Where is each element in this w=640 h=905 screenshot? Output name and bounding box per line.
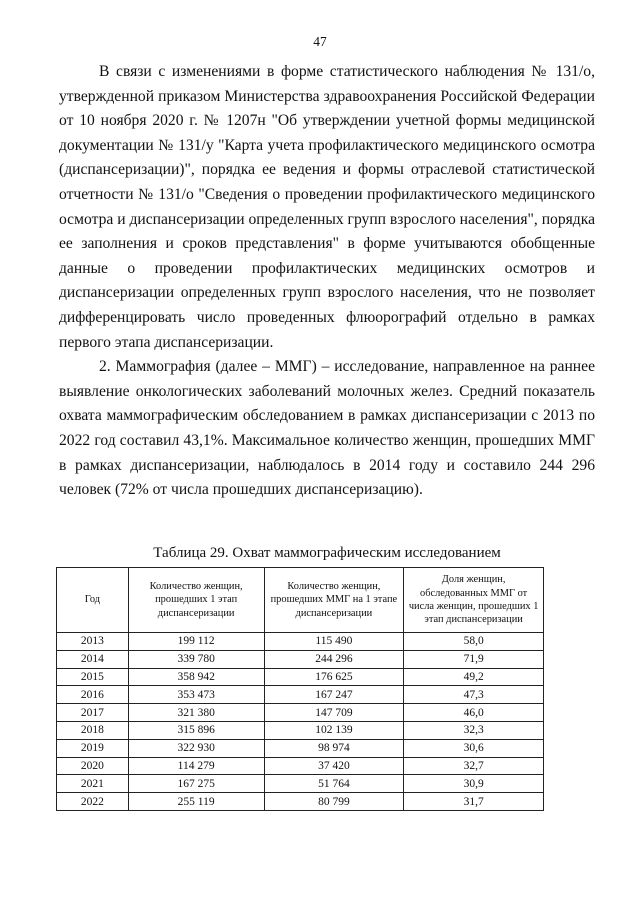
cell-women-mmg: 244 296 [264,650,404,668]
table-body [57,633,544,811]
cell-year: 2022 [57,793,129,811]
cell-women-dispanserization: 321 380 [128,704,264,722]
cell-women-mmg: 51 764 [264,775,404,793]
cell-women-mmg: 147 709 [264,704,404,722]
cell-women-mmg: 167 247 [264,686,404,704]
cell-women-dispanserization: 315 896 [128,721,264,739]
paragraph-mammography: 2. Маммография (далее – ММГ) – исследование, направленное на раннее выявление онкологических заболеваний молочных желез. Средний показатель охвата маммографическим обследованием в рамках диспансеризации с 2013 по 2022 год составил 43,1%. Максимальное количество женщин, прошедших ММГ в рамках диспансеризации, наблюдалось в 2014 году и составило 244 296 человек (72% от числа прошедших диспансеризацию). [59,358,595,499]
cell-mmg-share: 49,2 [404,668,544,686]
cell-women-mmg: 98 974 [264,739,404,757]
table-row [57,633,544,651]
cell-year: 2019 [57,739,129,757]
cell-year: 2020 [57,757,129,775]
cell-women-mmg: 115 490 [264,633,404,651]
cell-mmg-share: 46,0 [404,704,544,722]
cell-mmg-share: 32,3 [404,721,544,739]
cell-women-mmg: 102 139 [264,721,404,739]
cell-mmg-share: 47,3 [404,686,544,704]
paragraph-fluorography-note: В связи с изменениями в форме статистического наблюдения № 131/о, утвержденной приказом Министерства здравоохранения Российской Федерации от 10 ноября 2020 г. № 1207н "Об утверждении учетной формы медицинской документации № 131/у "Карта учета профилактического медицинского осмотра (диспансеризации)", порядка ее ведения и формы отраслевой статистической отчетности № 131/о "Сведения о проведении профилактического медицинского осмотра и диспансеризации определенных групп взрослого населения", порядка ее заполнения и сроков представления" в форме учитываются обобщенные данные о проведении профилактических медицинских осмотров и диспансеризации определенных групп взрослого населения, что не позволяет дифференцировать число проведенных флюорографий отдельно в рамках первого этапа диспансеризации. [59,63,595,351]
cell-year: 2021 [57,775,129,793]
table-row [57,704,544,722]
table-header-row [57,568,544,633]
table-row [57,721,544,739]
body-text [59,60,595,503]
cell-mmg-share: 30,6 [404,739,544,757]
header-women-dispanserization: Количество женщин, прошедших 1 этап диспансеризации [128,568,264,633]
cell-women-dispanserization: 358 942 [128,668,264,686]
cell-mmg-share: 32,7 [404,757,544,775]
table-caption: Таблица 29. Охват маммографическим исследованием [153,545,501,561]
table-row [57,793,544,811]
table-row [57,757,544,775]
table-row [57,686,544,704]
cell-women-mmg: 37 420 [264,757,404,775]
cell-year: 2013 [57,633,129,651]
cell-year: 2015 [57,668,129,686]
cell-women-dispanserization: 255 119 [128,793,264,811]
cell-women-mmg: 80 799 [264,793,404,811]
cell-year: 2017 [57,704,129,722]
header-mmg-share: Доля женщин, обследованных ММГ от числа женщин, прошедших 1 этап диспансеризации [404,568,544,633]
table-row [57,775,544,793]
mammography-coverage-table [56,567,544,811]
table-row [57,668,544,686]
cell-women-dispanserization: 322 930 [128,739,264,757]
cell-year: 2014 [57,650,129,668]
cell-women-dispanserization: 339 780 [128,650,264,668]
table-row [57,739,544,757]
header-women-mmg: Количество женщин, прошедших ММГ на 1 этапе диспансеризации [264,568,404,633]
cell-mmg-share: 30,9 [404,775,544,793]
cell-women-dispanserization: 167 275 [128,775,264,793]
table-row [57,650,544,668]
page-number: 47 [313,34,327,49]
cell-year: 2018 [57,721,129,739]
cell-women-mmg: 176 625 [264,668,404,686]
cell-mmg-share: 71,9 [404,650,544,668]
cell-women-dispanserization: 353 473 [128,686,264,704]
cell-women-dispanserization: 114 279 [128,757,264,775]
cell-mmg-share: 31,7 [404,793,544,811]
header-year: Год [57,568,129,633]
cell-women-dispanserization: 199 112 [128,633,264,651]
cell-year: 2016 [57,686,129,704]
cell-mmg-share: 58,0 [404,633,544,651]
